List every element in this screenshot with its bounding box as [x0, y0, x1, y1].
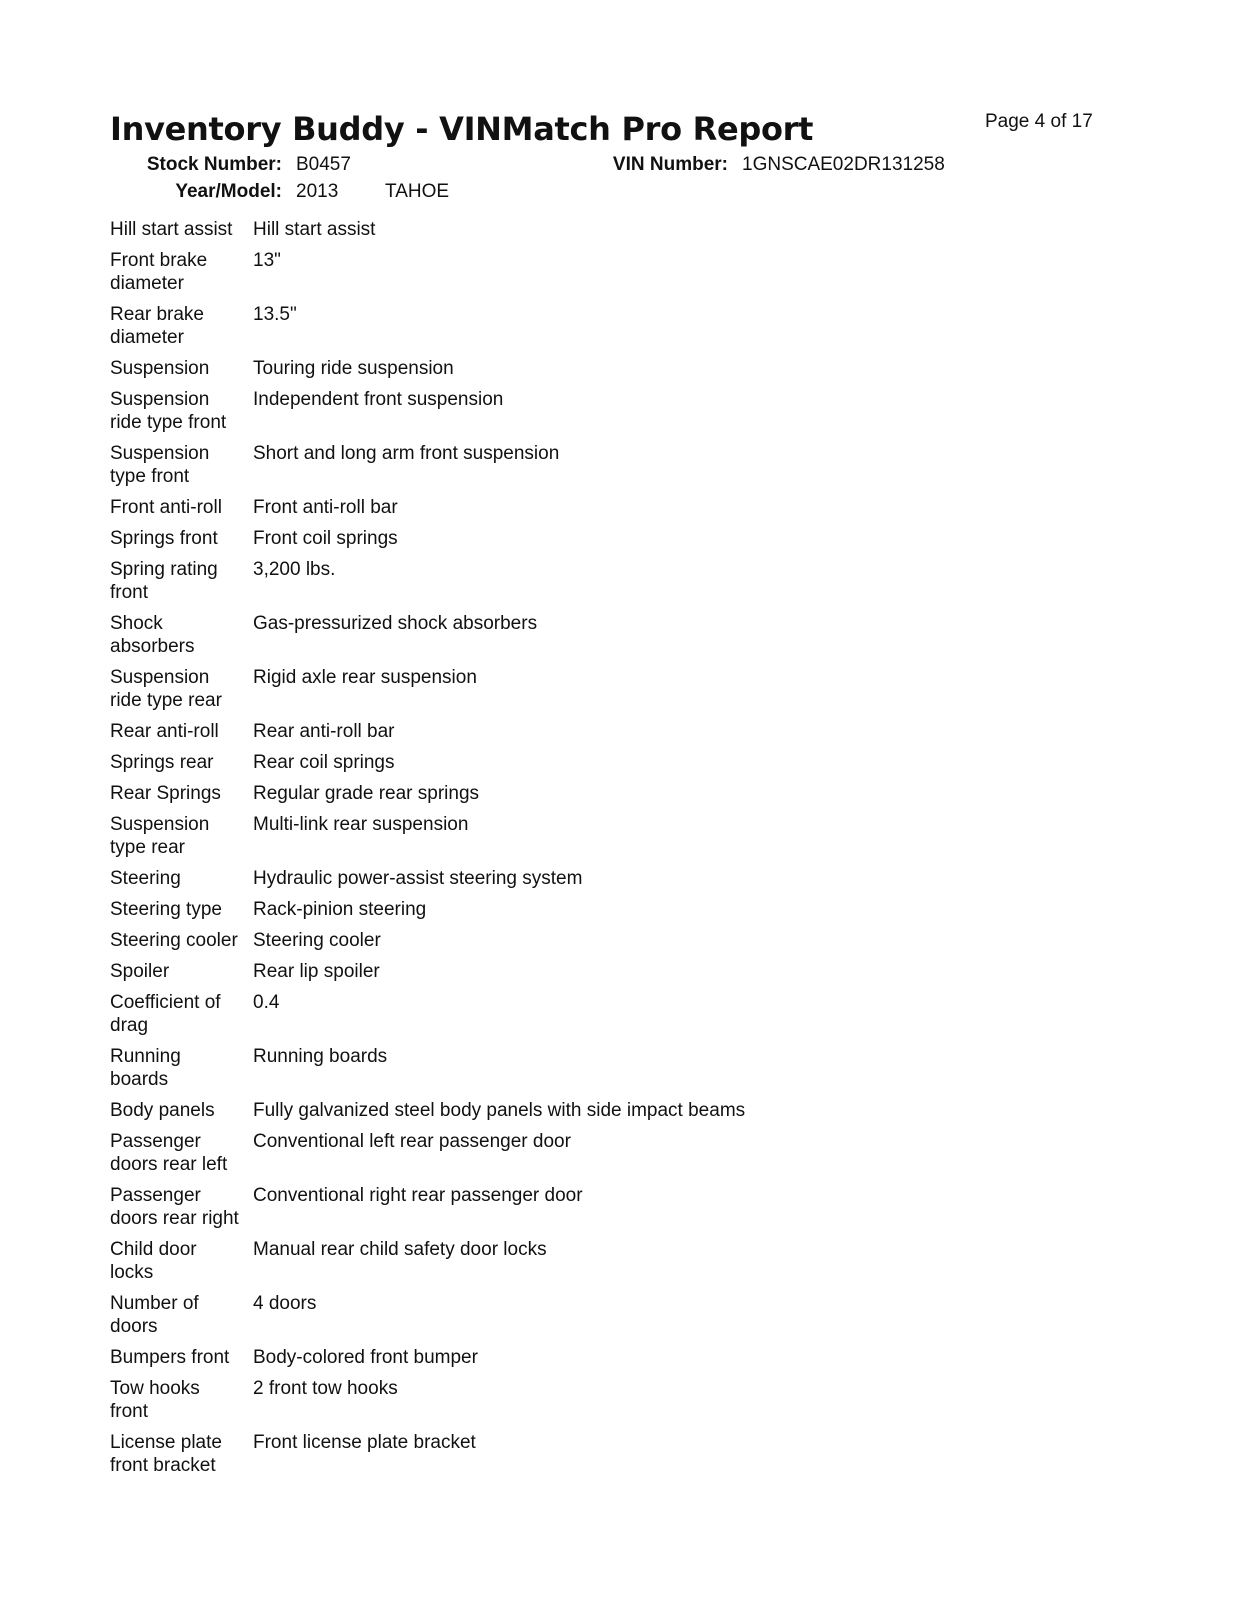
spec-name: Steering type [110, 899, 222, 920]
stock-number-value: B0457 [296, 154, 351, 175]
spec-value: Regular grade rear springs [253, 783, 480, 804]
spec-row [110, 496, 1110, 527]
spec-value: 13.5" [253, 304, 297, 325]
spec-row [110, 1099, 1110, 1130]
spec-row [110, 388, 1110, 442]
spec-name: Front anti-roll [110, 497, 222, 518]
spec-name: Springs front [110, 528, 218, 549]
spec-row [110, 1377, 1110, 1431]
spec-value: 13" [253, 250, 281, 271]
spec-row [110, 612, 1110, 666]
spec-row [110, 813, 1110, 867]
spec-name: License plate front bracket [110, 1432, 222, 1476]
spec-row [110, 1130, 1110, 1184]
vin-value: 1GNSCAE02DR131258 [742, 154, 945, 175]
spec-row [110, 929, 1110, 960]
spec-value: Multi-link rear suspension [253, 814, 469, 835]
spec-value: Steering cooler [253, 930, 381, 951]
spec-value: Gas-pressurized shock absorbers [253, 613, 538, 634]
spec-name: Number of doors [110, 1293, 199, 1337]
spec-name: Front brake diameter [110, 250, 208, 294]
spec-value: Conventional left rear passenger door [253, 1131, 571, 1152]
spec-name: Shock absorbers [110, 613, 195, 657]
spec-value: Rigid axle rear suspension [253, 667, 477, 688]
spec-name: Rear brake diameter [110, 304, 204, 348]
spec-value: Rack-pinion steering [253, 899, 427, 920]
spec-value: Hill start assist [253, 219, 376, 240]
spec-name: Tow hooks front [110, 1378, 200, 1422]
spec-value: Rear coil springs [253, 752, 395, 773]
spec-name: Passenger doors rear right [110, 1185, 239, 1229]
spec-value: Hydraulic power-assist steering system [253, 868, 583, 889]
spec-value: Touring ride suspension [253, 358, 454, 379]
spec-value: Front anti-roll bar [253, 497, 398, 518]
spec-list [110, 218, 1110, 1485]
stock-number-label: Stock Number: [146, 154, 282, 175]
spec-row [110, 782, 1110, 813]
spec-name: Suspension [110, 358, 210, 379]
spec-row [110, 1045, 1110, 1099]
spec-value: Independent front suspension [253, 389, 504, 410]
spec-value: 3,200 lbs. [253, 559, 336, 580]
spec-row [110, 442, 1110, 496]
spec-row [110, 666, 1110, 720]
spec-row [110, 218, 1110, 249]
spec-name: Rear anti-roll [110, 721, 219, 742]
spec-name: Suspension type rear [110, 814, 210, 858]
year-model-label: Year/Model: [175, 181, 282, 202]
spec-value: Conventional right rear passenger door [253, 1185, 583, 1206]
spec-value: Running boards [253, 1046, 388, 1067]
spec-value: 0.4 [253, 992, 280, 1013]
spec-name: Child door locks [110, 1239, 197, 1283]
page-number: Page 4 of 17 [985, 111, 1093, 132]
vin-label: VIN Number: [612, 154, 728, 175]
spec-row [110, 867, 1110, 898]
spec-name: Bumpers front [110, 1347, 230, 1368]
spec-value: Short and long arm front suspension [253, 443, 560, 464]
spec-row [110, 1346, 1110, 1377]
spec-value: Front coil springs [253, 528, 398, 549]
spec-name: Spoiler [110, 961, 170, 982]
spec-name: Coefficient of drag [110, 992, 221, 1036]
spec-row [110, 898, 1110, 929]
spec-value: Manual rear child safety door locks [253, 1239, 547, 1260]
spec-value: Fully galvanized steel body panels with side impact beams [253, 1100, 746, 1121]
spec-name: Suspension ride type front [110, 389, 227, 433]
spec-value: 2 front tow hooks [253, 1378, 398, 1399]
spec-value: Body-colored front bumper [253, 1347, 478, 1368]
spec-name: Rear Springs [110, 783, 221, 804]
spec-row [110, 357, 1110, 388]
spec-row [110, 720, 1110, 751]
spec-row [110, 1184, 1110, 1238]
spec-value: Rear lip spoiler [253, 961, 380, 982]
spec-row [110, 303, 1110, 357]
spec-name: Springs rear [110, 752, 214, 773]
spec-name: Running boards [110, 1046, 181, 1090]
spec-name: Suspension type front [110, 443, 210, 487]
spec-name: Body panels [110, 1100, 215, 1121]
spec-name: Steering cooler [110, 930, 238, 951]
year-value: 2013 [296, 181, 339, 202]
spec-row [110, 1238, 1110, 1292]
spec-name: Passenger doors rear left [110, 1131, 228, 1175]
spec-value: 4 doors [253, 1293, 317, 1314]
spec-name: Steering [110, 868, 181, 889]
spec-row [110, 249, 1110, 303]
spec-row [110, 527, 1110, 558]
model-value: TAHOE [385, 181, 450, 202]
spec-row [110, 960, 1110, 991]
spec-name: Spring rating front [110, 559, 218, 603]
spec-row [110, 558, 1110, 612]
report-title: Inventory Buddy - VINMatch Pro Report [110, 110, 814, 148]
spec-row [110, 1431, 1110, 1485]
spec-name: Suspension ride type rear [110, 667, 222, 711]
spec-value: Front license plate bracket [253, 1432, 476, 1453]
spec-row [110, 991, 1110, 1045]
spec-value: Rear anti-roll bar [253, 721, 395, 742]
spec-row [110, 751, 1110, 782]
spec-name: Hill start assist [110, 219, 233, 240]
spec-row [110, 1292, 1110, 1346]
